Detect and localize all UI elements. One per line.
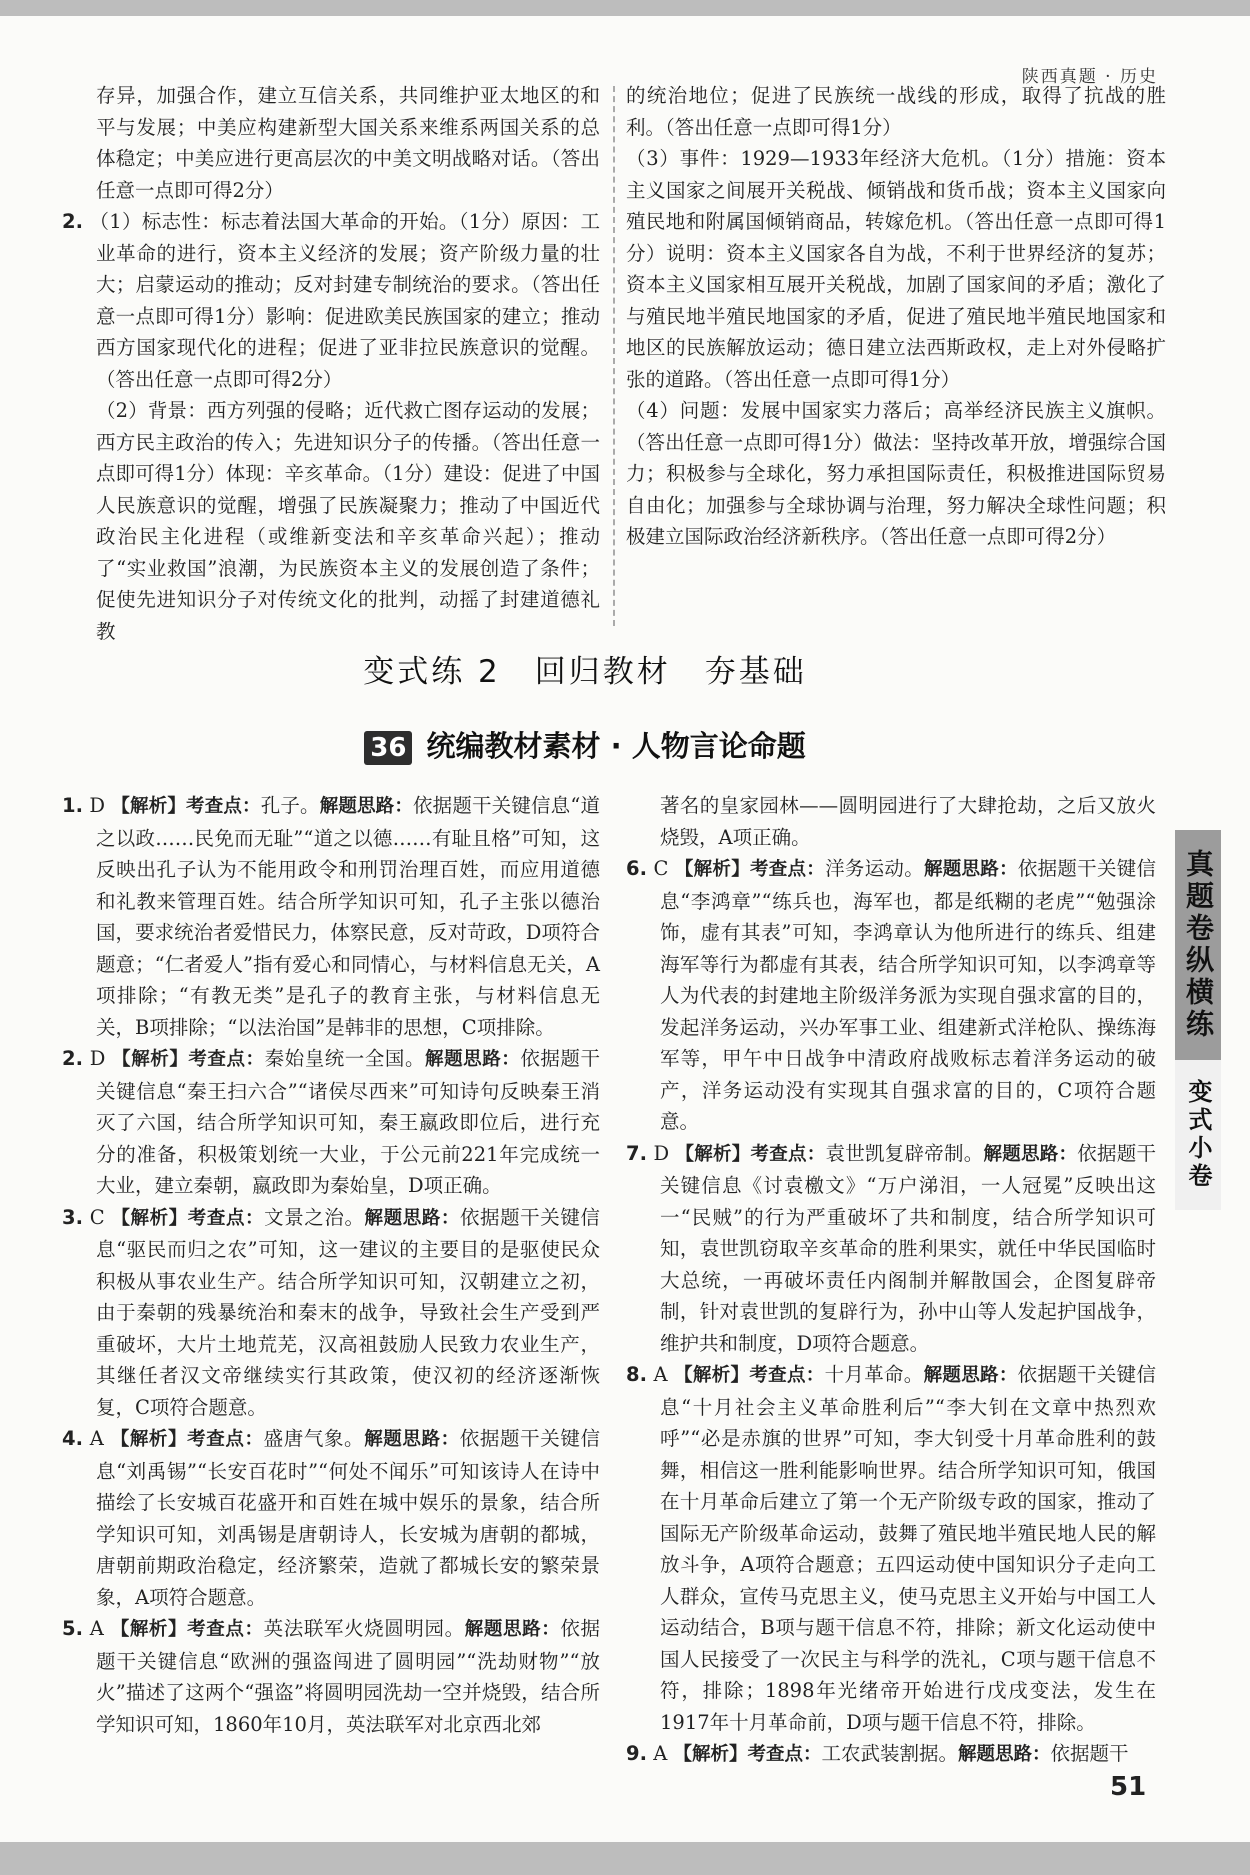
question-number: 2.: [62, 210, 83, 233]
answer-item: 4. A 【解析】考查点：盛唐气象。解题思路：依据题干关键信息“刘禹锡”“长安百花时”“何处不闻乐”可知该诗人在诗中描绘了长安城百花盛开和百姓在城中娱乐的景象，结合所学知识可知，刘禹锡是唐朝诗人，长安城为唐朝的都城，唐朝前期政治稳定，经济繁荣，造就了都城长安的繁荣景象，A项符合题意。: [62, 1427, 600, 1609]
answer-continuation: 存异，加强合作，建立互信关系，共同维护亚太地区的和平与发展；中美应构建新型大国关系来维系两国关系的总体稳定；中美应进行更高层次的中美文明战略对话。（答出任意一点即可得2分）: [96, 84, 600, 202]
answer-item: 7. D 【解析】考查点：袁世凯复辟帝制。解题思路：依据题干关键信息《讨袁檄文》“万户涕泪，一人冠冕”反映出这一“民贼”的行为严重破坏了共和制度，结合所学知识可知，袁世凯窃取辛亥革命的胜利果实，就任中华民国临时大总统，一再破坏责任内阁制并解散国会，企图复辟帝制，针对袁世凯的复辟行为，孙中山等人发起护国战争，维护共和制度，D项符合题意。: [626, 1141, 1156, 1355]
side-tab-label: 真题卷纵横练: [1175, 830, 1221, 1060]
bottom-right-column: [626, 790, 1156, 1771]
answer-continuation-right: 的统治地位；促进了民族统一战线的形成，取得了抗战的胜利。（答出任意一点即可得1分）: [626, 84, 1166, 139]
answer-item: 9. A 【解析】考查点：工农武装割据。解题思路：依据题干: [626, 1742, 1129, 1765]
answer-item: 5. A 【解析】考查点：英法联军火烧圆明园。解题思路：依据题干关键信息“欧洲的强盗闯进了圆明园”“洗劫财物”“放火”描述了这两个“强盗”将圆明园洗劫一空并烧毁，结合所学知识可知，1860年10月，英法联军对北京西北郊: [62, 1617, 600, 1736]
answer-2-part-2: （2）背景：西方列强的侵略；近代救亡图存运动的发展；西方民主政治的传入；先进知识分子的传播。（答出任意一点即可得1分）体现：辛亥革命。（1分）建设：促进了中国人民族意识的觉醒，增强了民族凝聚力；推动了中国近代政治民主化进程（或维新变法和辛亥革命兴起）；推动了“实业救国”浪潮，为民族资本主义的发展创造了条件；促使先进知识分子对传统文化的批判，动摇了封建道德礼教: [96, 399, 600, 643]
top-left-column: [62, 80, 600, 647]
answer-item: 6. C 【解析】考查点：洋务运动。解题思路：依据题干关键信息“李鸿章”“练兵也，海军也，都是纸糊的老虎”“勉强涂饰，虚有其表”可知，李鸿章认为他所进行的练兵、组建海军等行为都虚有其表，结合所学知识可知，以李鸿章等人为代表的封建地主阶级洋务派为实现自强求富的目的，发起洋务运动，兴办军事工业、组建新式洋枪队、操练海军等，甲午中日战争中清政府战败标志着洋务运动的破产，洋务运动没有实现其自强求富的目的，C项符合题意。: [626, 857, 1156, 1133]
page-header: 陕西真题 · 历史: [1021, 67, 1158, 87]
side-tab-sublabel: 变式小卷: [1175, 1060, 1221, 1210]
answer-item: 1. D 【解析】考查点：孔子。解题思路：依据题干关键信息“道之以政……民免而无耻”“道之以德……有耻且格”可知，这反映出孔子认为不能用政令和刑罚治理百姓，而应用道德和礼教来管理百姓。结合所学知识可知，孔子主张以德治国，要求统治者爱惜民力，体察民意，反对苛政，D项符合题意；“仁者爱人”指有爱心和同情心，与材料信息无关，A项排除；“有教无类”是孔子的教育主张，与材料信息无关，B项排除；“以法治国”是韩非的思想，C项排除。: [62, 794, 600, 1039]
bottom-gray-bar: [0, 1842, 1250, 1875]
answer-item: 2. D 【解析】考查点：秦始皇统一全国。解题思路：依据题干关键信息“秦王扫六合”“诸侯尽西来”可知诗句反映秦王消灭了六国，结合所学知识可知，秦王嬴政即位后，进行充分的准备，积极策划统一大业，于公元前221年完成统一大业，建立秦朝，嬴政即为秦始皇，D项正确。: [62, 1047, 600, 1197]
page-number: 51: [1110, 1772, 1147, 1802]
answer-continuation: 著名的皇家园林——圆明园进行了大肆抢劫，之后又放火烧毁，A项正确。: [660, 794, 1156, 849]
answer-4: （4）问题：发展中国家实力落后；高举经济民族主义旗帜。（答出任意一点即可得1分）做法：坚持改革开放，增强综合国力；积极参与全球化，努力承担国际责任，积极推进国际贸易自由化；加强参与全球协调与治理，努力解决全球性问题；积极建立国际政治经济新秩序。（答出任意一点即可得2分）: [626, 399, 1166, 548]
column-divider: [613, 86, 615, 626]
answer-item: 3. C 【解析】考查点：文景之治。解题思路：依据题干关键信息“驱民而归之农”可知，这一建议的主要目的是驱使民众积极从事农业生产。结合所学知识可知，汉朝建立之初，由于秦朝的残暴统治和秦末的战争，导致社会生产受到严重破坏，大片土地荒芜，汉高祖鼓励人民致力农业生产，其继任者汉文帝继续实行其政策，使汉初的经济逐渐恢复，C项符合题意。: [62, 1205, 600, 1419]
top-right-column: [626, 80, 1166, 553]
question-set-badge: 36: [364, 731, 412, 765]
section-title: 变式练 2 回归教材 夯基础: [363, 654, 807, 690]
subsection-title: 36 统编教材素材 · 人物言论命题: [0, 724, 1170, 765]
top-gray-bar: [0, 0, 1250, 16]
answer-item: 8. A 【解析】考查点：十月革命。解题思路：依据题干关键信息“十月社会主义革命胜利后”“李大钊在文章中热烈欢呼”“必是赤旗的世界”可知，李大钊受十月革命胜利的鼓舞，相信这一胜利能影响世界。结合所学知识可知，俄国在十月革命后建立了第一个无产阶级专政的国家，推动了国际无产阶级革命运动，鼓舞了殖民地半殖民地人民的解放斗争，A项符合题意；五四运动使中国知识分子走向工人群众，宣传马克思主义，使马克思主义开始与中国工人运动结合，B项与题干信息不符，排除；新文化运动使中国人民接受了一次民主与科学的洗礼，C项与题干信息不符，排除；1898年光绪帝开始进行戊戌变法，发生在1917年十月革命前，D项与题干信息不符，排除。: [626, 1363, 1156, 1734]
answer-3: （3）事件：1929—1933年经济大危机。（1分）措施：资本主义国家之间展开关税战、倾销战和货币战；资本主义国家向殖民地和附属国倾销商品，转嫁危机。（答出任意一点即可得1分）说明：资本主义国家各自为战，不利于世界经济的复苏；资本主义国家相互展开关税战，加剧了国家间的矛盾；激化了与殖民地半殖民地国家的矛盾，促进了殖民地半殖民地国家和地区的民族解放运动；德日建立法西斯政权，走上对外侵略扩张的道路。（答出任意一点即可得1分）: [626, 147, 1166, 391]
bottom-left-column: [62, 790, 600, 1740]
answer-2-part-1: 2. （1）标志性：标志着法国大革命的开始。（1分）原因：工业革命的进行，资本主义经济的发展；资产阶级力量的壮大；启蒙运动的推动；反对封建专制统治的要求。（答出任意一点即可得1分）影响：促进欧美民族国家的建立；推动西方国家现代化的进程；促进了亚非拉民族意识的觉醒。（答出任意一点即可得2分）: [62, 210, 600, 391]
